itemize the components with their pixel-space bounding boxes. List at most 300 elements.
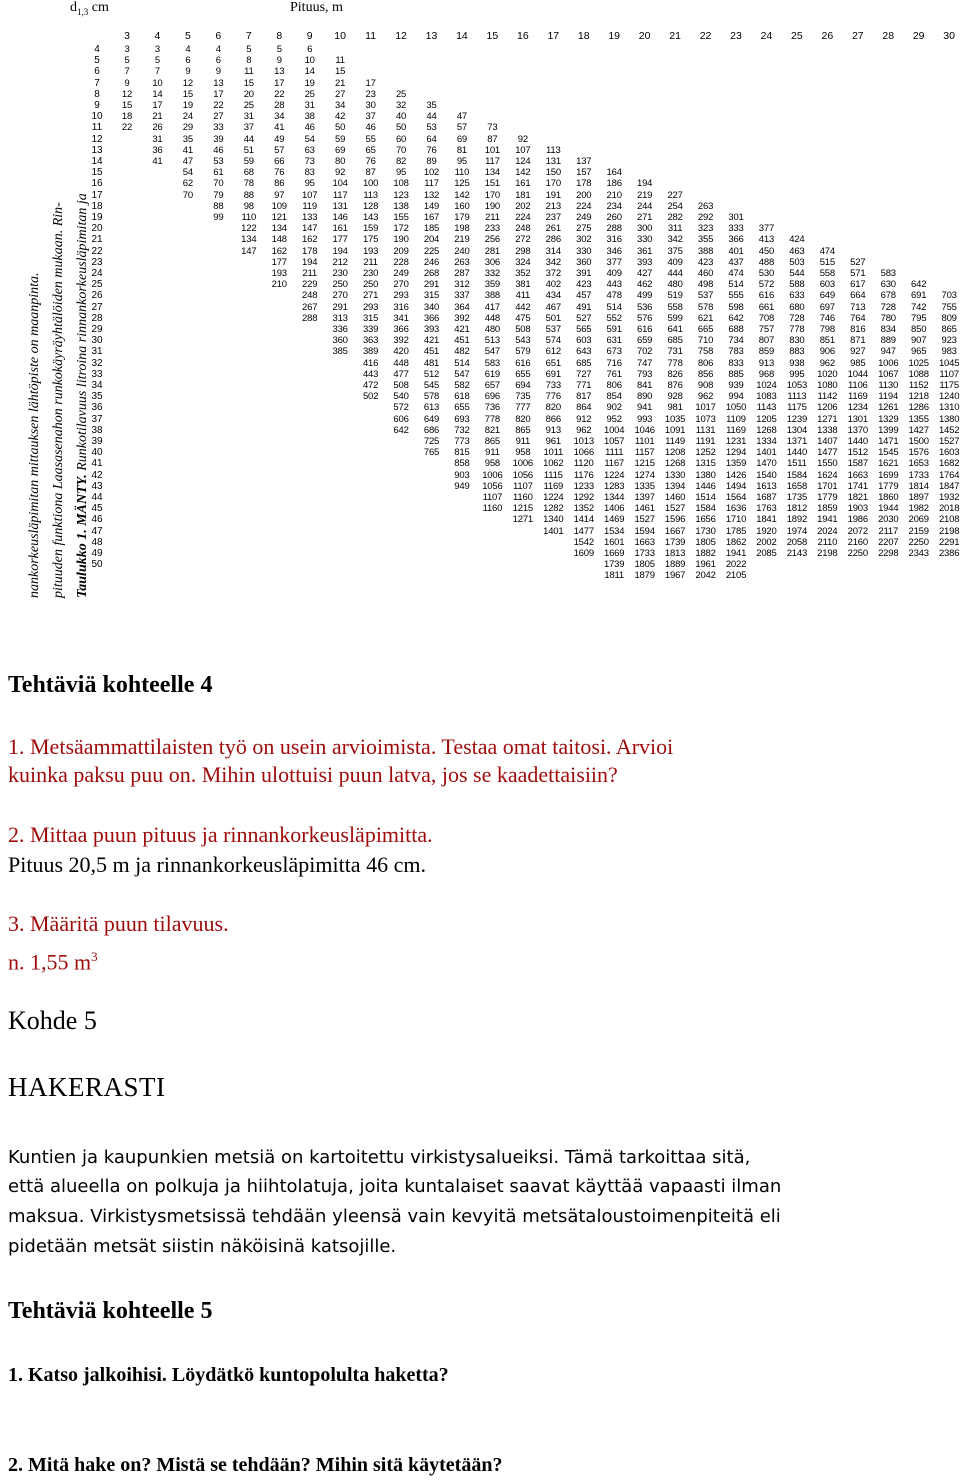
table-cell: 14 — [152, 88, 163, 100]
table-cell: 92 — [335, 167, 346, 179]
table-cell: 474 — [819, 245, 835, 257]
caption-line-2: pituuden funktiona Laasasenahon runkokäyräyhtälöiden mukaan. Rin- — [51, 202, 66, 598]
table-cell: 18 — [121, 111, 133, 123]
table-cell: 204 — [423, 234, 440, 246]
table-cell: 122 — [241, 223, 257, 235]
table-cell: 1941 — [817, 514, 838, 526]
table-cell: 87 — [365, 167, 376, 179]
table-cell: 467 — [545, 301, 561, 313]
table-cell: 1109 — [726, 413, 746, 425]
table-cell: 388 — [697, 245, 714, 257]
diameter-label: 37 — [91, 413, 103, 425]
table-cell: 1477 — [573, 525, 594, 537]
caption-line-1: Taulukko 1. MÄNTY. Runkotilavuus litroina rinnankorkeusläpimitan ja — [75, 193, 90, 598]
table-cell: 128 — [362, 200, 379, 212]
table-cell: 34 — [335, 100, 346, 111]
table-cell: 133 — [302, 212, 318, 223]
table-cell: 961 — [545, 436, 561, 447]
table-cell: 92 — [517, 133, 528, 145]
table-cell: 965 — [911, 346, 927, 358]
table-cell: 755 — [941, 301, 957, 313]
table-cell: 61 — [213, 167, 224, 179]
table-cell: 142 — [454, 189, 470, 201]
table-cell: 1268 — [664, 458, 686, 470]
table-cell: 962 — [697, 391, 714, 403]
height-label: 11 — [365, 30, 377, 42]
task4-2: 2. Mittaa puun pituus ja rinnankorkeusläpimitta. — [8, 822, 433, 847]
table-cell: 776 — [545, 391, 561, 403]
table-cell: 545 — [423, 380, 440, 391]
table-cell: 1741 — [847, 480, 868, 492]
table-cell: 5 — [124, 55, 130, 67]
table-cell: 233 — [484, 223, 501, 235]
table-cell: 508 — [393, 380, 409, 391]
table-cell: 816 — [850, 324, 866, 335]
table-cell: 1335 — [634, 480, 655, 492]
table-cell: 1932 — [938, 492, 960, 503]
table-cell: 498 — [697, 279, 714, 291]
table-cell: 263 — [454, 256, 470, 268]
table-cell: 649 — [819, 290, 835, 302]
diameter-label: 14 — [91, 156, 103, 167]
table-cell: 9 — [124, 77, 130, 89]
table-cell: 381 — [515, 279, 531, 291]
table-cell: 1426 — [725, 469, 747, 481]
table-cell: 798 — [819, 324, 835, 335]
table-caption — [8, 28, 92, 598]
table-cell: 1879 — [634, 570, 655, 582]
table-cell: 54 — [304, 133, 315, 145]
diameter-label: 34 — [91, 380, 103, 391]
table-cell: 655 — [515, 368, 531, 380]
table-cell: 288 — [606, 223, 622, 235]
table-cell: 219 — [637, 189, 653, 201]
table-cell: 764 — [850, 312, 866, 324]
table-cell: 765 — [423, 447, 440, 459]
table-cell: 437 — [728, 256, 744, 268]
caption-line-3: nankorkeusläpimitan mittauksen lähtöpiste on maanpinta. — [27, 272, 42, 598]
table-cell: 1470 — [756, 458, 777, 470]
table-cell: 1636 — [725, 503, 747, 515]
table-cell: 858 — [454, 458, 470, 470]
table-cell: 1460 — [664, 492, 686, 503]
table-cell: 143 — [362, 212, 379, 223]
table-cell: 616 — [758, 290, 775, 302]
diameter-label: 32 — [91, 357, 103, 369]
table-cell: 291 — [423, 279, 440, 291]
table-cell: 30 — [365, 100, 376, 111]
table-cell: 1017 — [695, 402, 716, 414]
height-label: 22 — [699, 30, 712, 42]
table-cell: 911 — [515, 436, 531, 447]
table-cell: 1057 — [604, 436, 625, 447]
diameter-label: 25 — [91, 279, 103, 291]
table-cell: 514 — [728, 279, 744, 291]
table-cell: 300 — [637, 223, 653, 235]
task4-3-answer: n. 1,55 $m^3$ — [8, 949, 98, 975]
table-cell: 450 — [758, 245, 775, 257]
table-cell: 1340 — [543, 514, 564, 526]
table-cell: 576 — [637, 312, 653, 324]
table-cell: 903 — [454, 469, 470, 481]
table-cell: 260 — [606, 212, 622, 223]
table-cell: 1056 — [482, 480, 503, 492]
table-cell: 1056 — [512, 469, 534, 481]
table-cell: 1663 — [634, 536, 655, 548]
table-cell: 1286 — [908, 402, 929, 414]
table-cell: 134 — [484, 167, 501, 179]
table-cell: 710 — [697, 335, 714, 347]
table-cell: 366 — [728, 234, 744, 246]
table-cell: 200 — [576, 189, 592, 201]
table-cell: 927 — [850, 346, 866, 358]
table-cell: 172 — [393, 223, 409, 235]
table-cell: 15 — [243, 77, 254, 89]
table-cell: 826 — [667, 368, 683, 380]
table-cell: 324 — [515, 256, 531, 268]
table-cell: 248 — [515, 223, 531, 235]
table-cell: 747 — [637, 357, 653, 369]
table-cell: 678 — [880, 290, 896, 302]
table-cell: 11 — [244, 66, 254, 78]
table-cell: 1814 — [908, 480, 929, 492]
table-cell: 1371 — [786, 436, 808, 447]
table-cell: 1821 — [847, 492, 868, 503]
table-cell: 912 — [576, 413, 592, 425]
table-cell: 1315 — [695, 458, 716, 470]
table-cell: 63 — [304, 144, 315, 156]
height-label: 30 — [943, 30, 955, 42]
table-cell: 665 — [697, 324, 714, 335]
table-cell: 685 — [667, 335, 683, 347]
table-cell: 1024 — [756, 380, 777, 391]
table-cell: 392 — [393, 335, 409, 347]
table-cell: 306 — [484, 256, 501, 268]
table-cell: 178 — [576, 178, 592, 190]
table-cell: 1224 — [543, 492, 564, 503]
table-cell: 385 — [332, 346, 348, 358]
table-cell: 795 — [911, 312, 927, 324]
kohde-heading: Kohde 5 — [8, 1006, 97, 1035]
table-cell: 1440 — [786, 447, 808, 459]
table-cell: 686 — [423, 424, 440, 436]
table-cell: 95 — [304, 178, 315, 190]
table-cell: 655 — [454, 402, 470, 414]
table-cell: 2386 — [938, 548, 960, 559]
table-cell: 1329 — [878, 413, 899, 425]
table-cell: 19 — [304, 77, 315, 89]
table-cell: 2110 — [817, 536, 838, 548]
table-cell: 736 — [484, 402, 501, 414]
table-cell: 393 — [423, 324, 440, 335]
table-cell: 1167 — [604, 458, 625, 470]
diameter-label: 30 — [91, 335, 103, 347]
table-cell: 1080 — [817, 380, 838, 391]
table-cell: 316 — [606, 234, 622, 246]
table-cell: 142 — [515, 167, 531, 179]
table-cell: 424 — [789, 234, 805, 246]
table-cell: 244 — [637, 200, 653, 212]
table-cell: 47 — [182, 156, 193, 167]
volume-table — [0, 0, 960, 605]
table-cell: 117 — [424, 178, 439, 190]
table-cell: 50 — [395, 122, 407, 134]
diameter-label: 38 — [91, 424, 103, 436]
diameter-label: 31 — [91, 346, 103, 358]
table-cell: 59 — [243, 156, 254, 167]
table-cell: 1471 — [878, 436, 899, 447]
table-cell: 21 — [335, 77, 346, 89]
table-cell: 477 — [393, 368, 409, 380]
table-cell: 1397 — [634, 492, 655, 503]
table-cell: 691 — [545, 368, 561, 380]
table-cell: 249 — [576, 212, 592, 223]
table-cell: 757 — [758, 324, 775, 335]
table-cell: 2343 — [908, 548, 929, 559]
table-cell: 871 — [850, 335, 866, 347]
table-cell: 913 — [545, 424, 561, 436]
table-cell: 1282 — [543, 503, 564, 515]
table-cell: 985 — [850, 357, 866, 369]
table-cell: 1107 — [482, 492, 503, 503]
table-cell: 908 — [697, 380, 714, 391]
task4-1-line1: 1. Metsäammattilaisten työ on usein arvioimista. Testaa omat taitosi. Arvioi — [8, 734, 674, 759]
table-cell: 621 — [697, 312, 714, 324]
table-cell: 1805 — [695, 536, 716, 548]
table-cell: 1169 — [726, 424, 746, 436]
table-cell: 488 — [758, 256, 775, 268]
table-cell: 151 — [484, 178, 501, 190]
table-cell: 1779 — [817, 492, 838, 503]
table-cell: 160 — [454, 200, 470, 212]
diameter-label: 50 — [91, 559, 103, 571]
table-cell: 9 — [215, 66, 221, 78]
table-cell: 480 — [484, 324, 501, 335]
paragraph-line-2: että alueella on polkuja ja hiihtolatuja, joita kuntalaiset saavat käyttää vapaasti ilman — [8, 1176, 782, 1197]
diameter-label: 49 — [91, 548, 103, 559]
table-cell: 119 — [302, 200, 317, 212]
table-cell: 2030 — [878, 514, 899, 526]
table-cell: 938 — [789, 357, 805, 369]
table-cell: 363 — [362, 335, 379, 347]
table-cell: 778 — [667, 357, 683, 369]
table-cell: 633 — [789, 290, 805, 302]
table-cell: 807 — [758, 335, 775, 347]
table-cell: 1667 — [664, 525, 686, 537]
table-cell: 1596 — [664, 514, 686, 526]
table-cell: 1603 — [938, 447, 960, 459]
table-cell: 34 — [274, 111, 285, 123]
table-cell: 249 — [393, 268, 409, 279]
table-cell: 540 — [393, 391, 409, 403]
table-cell: 1944 — [878, 503, 899, 515]
table-cell: 728 — [880, 301, 896, 313]
table-cell: 1334 — [756, 436, 777, 447]
table-cell: 423 — [576, 279, 592, 291]
table-cell: 41 — [274, 122, 285, 134]
table-cell: 1406 — [604, 503, 625, 515]
table-cell: 1233 — [573, 480, 594, 492]
table-cell: 834 — [880, 324, 896, 335]
table-cell: 1175 — [787, 402, 807, 414]
table-cell: 97 — [274, 189, 285, 201]
table-cell: 544 — [789, 268, 805, 279]
table-cell: 388 — [484, 290, 501, 302]
table-cell: 190 — [484, 200, 501, 212]
table-cell: 603 — [576, 335, 592, 347]
table-cell: 1011 — [543, 447, 564, 459]
table-cell: 519 — [667, 290, 683, 302]
table-cell: 866 — [545, 413, 561, 425]
table-cell: 316 — [393, 301, 409, 313]
table-cell: 427 — [637, 268, 653, 279]
table-cell: 1053 — [786, 380, 808, 391]
table-cell: 1088 — [908, 368, 929, 380]
height-label: 16 — [517, 30, 529, 42]
table-cell: 352 — [515, 268, 531, 279]
table-cell: 64 — [426, 133, 437, 145]
table-cell: 657 — [484, 380, 501, 391]
table-cell: 512 — [423, 368, 440, 380]
table-cell: 336 — [332, 324, 348, 335]
table-cell: 2207 — [878, 536, 899, 548]
table-cell: 444 — [667, 268, 683, 279]
table-cell: 527 — [850, 256, 866, 268]
table-cell: 1359 — [725, 458, 747, 470]
table-cell: 746 — [819, 312, 835, 324]
table-cell: 994 — [728, 391, 744, 403]
table-cell: 1601 — [604, 536, 625, 548]
table-cell: 1370 — [847, 424, 868, 436]
table-cell: 1621 — [878, 458, 899, 470]
table-cell: 543 — [515, 335, 531, 347]
paragraph-line-1: Kuntien ja kaupunkien metsiä on kartoitettu virkistysalueiksi. Tämä tarkoittaa sitä, — [8, 1147, 751, 1168]
table-cell: 1862 — [725, 536, 747, 548]
table-cell: 889 — [880, 335, 896, 347]
table-cell: 1763 — [756, 503, 777, 515]
table-cell: 86 — [274, 178, 285, 190]
table-cell: 502 — [362, 391, 379, 403]
height-label: 17 — [547, 30, 560, 42]
table-cell: 911 — [485, 447, 500, 459]
table-cell: 1889 — [664, 559, 686, 571]
table-cell: 1355 — [908, 413, 929, 425]
table-cell: 81 — [456, 144, 468, 156]
table-cell: 618 — [454, 391, 470, 403]
table-cell: 132 — [423, 189, 440, 201]
table-cell: 1542 — [573, 536, 594, 548]
diameter-label: 19 — [91, 212, 103, 223]
task4-2-answer: Pituus 20,5 m ja rinnankorkeusläpimitta 46 cm. — [8, 852, 426, 877]
table-cell: 778 — [484, 413, 501, 425]
table-cell: 293 — [362, 301, 379, 313]
table-cell: 664 — [850, 290, 866, 302]
diameter-label: 46 — [91, 514, 103, 526]
table-cell: 508 — [515, 324, 531, 335]
table-cell: 1292 — [573, 492, 594, 503]
table-cell: 603 — [819, 279, 835, 291]
table-cell: 1841 — [756, 514, 777, 526]
table-cell: 902 — [606, 402, 622, 414]
table-cell: 146 — [332, 212, 348, 223]
table-cell: 499 — [637, 290, 653, 302]
table-cell: 1046 — [634, 424, 655, 436]
table-cell: 124 — [515, 156, 531, 167]
diameter-label: 21 — [91, 234, 103, 246]
table-cell: 1903 — [847, 503, 868, 515]
table-cell: 451 — [423, 346, 440, 358]
height-label: 21 — [669, 30, 681, 42]
table-cell: 267 — [302, 301, 318, 313]
table-cell: 33 — [213, 122, 224, 134]
table-cell: 649 — [423, 413, 440, 425]
table-cell: 113 — [363, 189, 378, 201]
table-cell: 1239 — [786, 413, 808, 425]
table-cell: 491 — [576, 301, 592, 313]
table-cell: 876 — [667, 380, 683, 391]
table-cell: 1006 — [878, 357, 899, 369]
table-cell: 1613 — [756, 480, 777, 492]
table-cell: 947 — [880, 346, 896, 358]
table-cell: 1897 — [908, 492, 929, 503]
table-cell: 190 — [393, 234, 409, 246]
table-cell: 421 — [454, 324, 470, 335]
table-cell: 1160 — [482, 503, 503, 515]
table-cell: 1113 — [787, 391, 807, 403]
table-cell: 62 — [182, 178, 193, 190]
table-cell: 181 — [515, 189, 531, 201]
table-cell: 2042 — [695, 570, 716, 582]
table-cell: 2024 — [817, 525, 838, 537]
height-label: 14 — [456, 30, 468, 42]
table-cell: 1739 — [664, 536, 686, 548]
table-cell: 76 — [426, 144, 437, 156]
height-label: 26 — [821, 30, 834, 42]
table-cell: 177 — [271, 256, 287, 268]
table-cell: 270 — [393, 279, 409, 291]
table-cell: 856 — [697, 368, 714, 380]
table-cell: 1860 — [878, 492, 899, 503]
table-cell: 1330 — [664, 469, 686, 481]
table-cell: 70 — [182, 189, 193, 201]
table-cell: 1142 — [817, 391, 838, 403]
table-cell: 302 — [576, 234, 592, 246]
table-cell: 2058 — [786, 536, 808, 548]
table-cell: 2002 — [756, 536, 777, 548]
table-cell: 162 — [302, 234, 318, 246]
diameter-label: 6 — [94, 66, 100, 78]
table-cell: 474 — [728, 268, 744, 279]
diameter-label: 4 — [94, 44, 100, 55]
diameter-label: 35 — [91, 391, 103, 403]
table-cell: 213 — [545, 200, 561, 212]
table-cell: 995 — [789, 368, 805, 380]
table-cell: 680 — [789, 301, 805, 313]
table-cell: 1274 — [634, 469, 655, 481]
table-cell: 1401 — [543, 525, 564, 537]
table-cell: 1152 — [908, 380, 929, 391]
table-cell: 1446 — [695, 480, 716, 492]
table-cell: 761 — [606, 368, 622, 380]
table-cell: 659 — [637, 335, 653, 347]
table-cell: 148 — [271, 234, 287, 246]
table-cell: 355 — [697, 234, 714, 246]
table-cell: 1252 — [695, 447, 716, 459]
table-cell: 1218 — [908, 391, 929, 403]
table-cell: 392 — [454, 312, 470, 324]
table-cell: 157 — [576, 167, 592, 179]
table-cell: 46 — [304, 122, 315, 134]
